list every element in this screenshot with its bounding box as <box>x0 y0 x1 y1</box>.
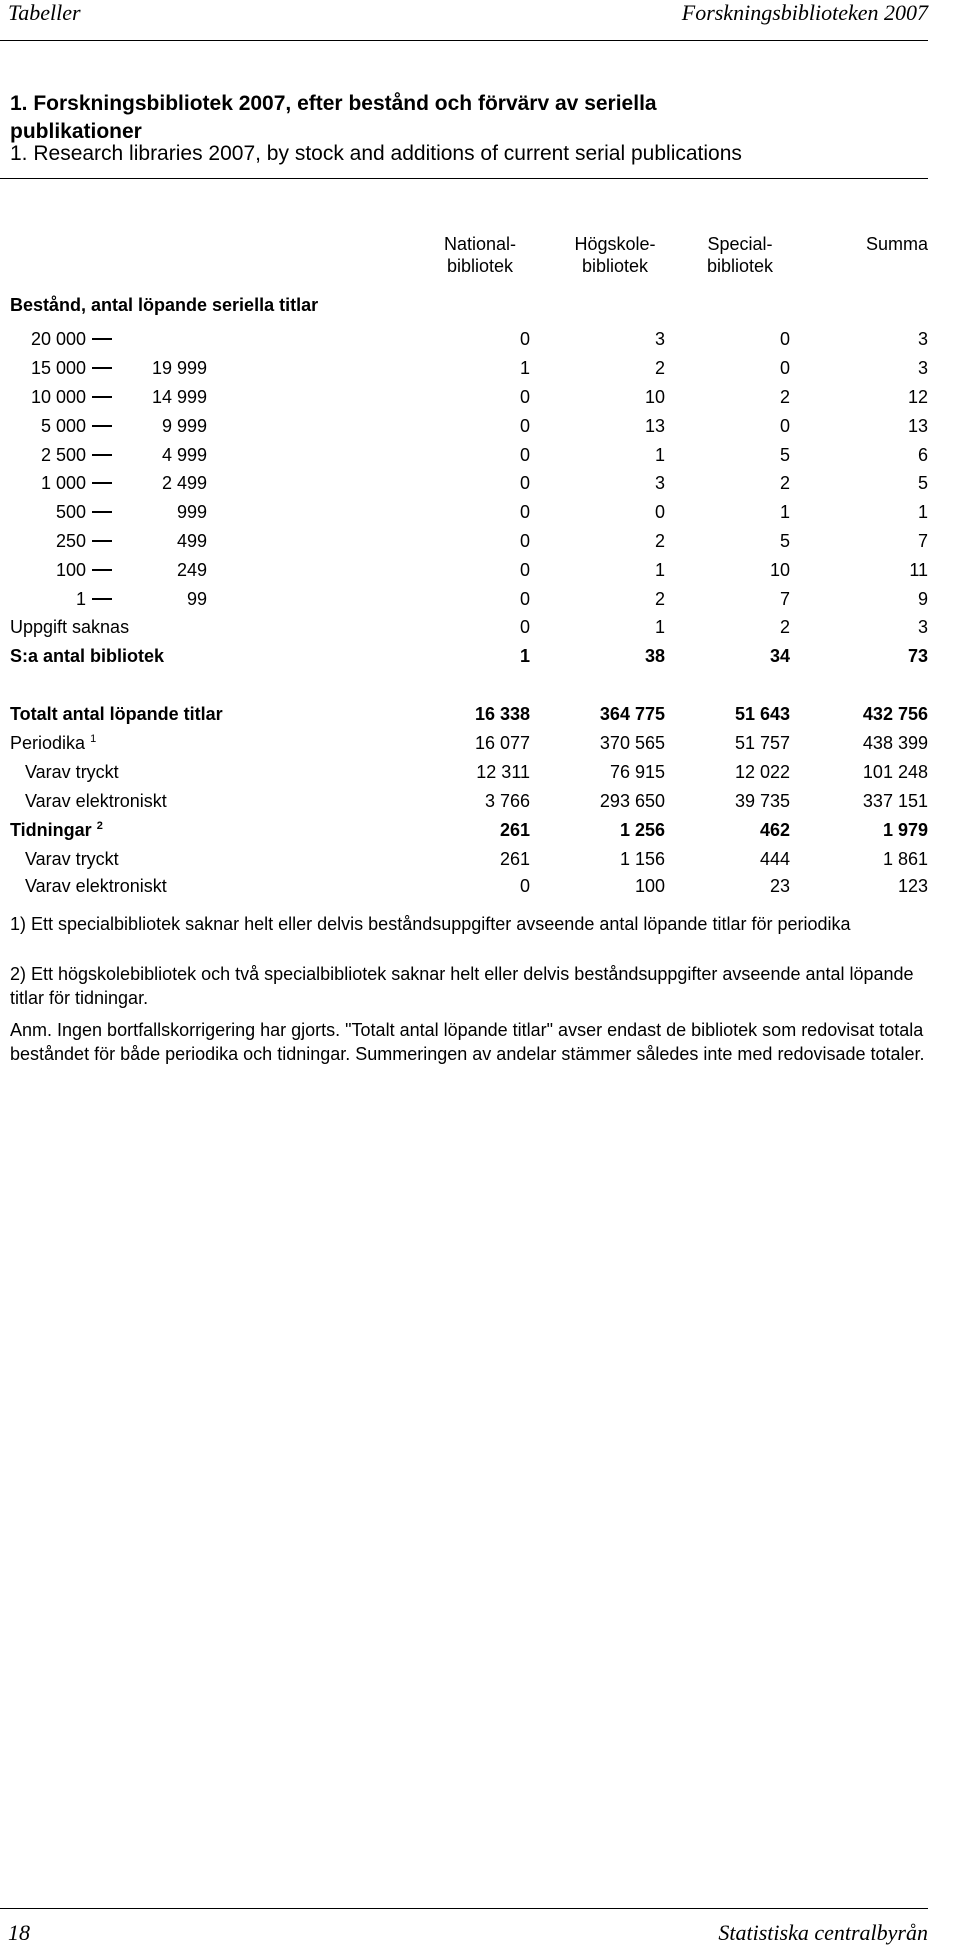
table-subtitle: 1. Research libraries 2007, by stock and additions of current serial publications <box>10 142 742 165</box>
range-to: 14 999 <box>151 387 207 407</box>
table-cell: 76 915 <box>609 762 665 782</box>
table-row <box>0 471 928 495</box>
table-cell: 13 <box>907 416 928 436</box>
table-cell: 38 <box>644 646 665 666</box>
table-cell: 0 <box>519 617 530 637</box>
table-cell: 101 248 <box>862 762 928 782</box>
range-to: 999 <box>176 502 207 522</box>
table-cell: 438 399 <box>862 733 928 753</box>
table-row <box>0 443 928 467</box>
column-header <box>808 233 928 255</box>
table-cell: 2 <box>654 358 665 378</box>
table-cell: 261 <box>499 849 530 869</box>
column-header-line2: bibliotek <box>446 256 514 276</box>
range-dash <box>92 367 112 369</box>
table-cell: 0 <box>519 445 530 465</box>
footer-rule <box>0 1908 928 1909</box>
table-cell: 0 <box>519 560 530 580</box>
table-cell: 3 <box>917 329 928 349</box>
range-dash <box>92 425 112 427</box>
table-cell: 39 735 <box>734 791 790 811</box>
table-cell: 364 775 <box>599 704 665 724</box>
column-header-line2: bibliotek <box>581 256 649 276</box>
table-row <box>0 789 928 813</box>
table-cell: 444 <box>759 849 790 869</box>
table-cell: 51 643 <box>734 704 790 724</box>
table-cell: 0 <box>519 531 530 551</box>
column-header <box>680 233 800 277</box>
table-cell: 1 256 <box>619 820 665 840</box>
table-title-cont: publikationer <box>10 120 142 143</box>
table-cell: 7 <box>917 531 928 551</box>
table-cell: 0 <box>779 416 790 436</box>
table-cell: 2 <box>654 531 665 551</box>
publisher: Statistiska centralbyrån <box>718 1920 928 1945</box>
table-cell: 1 <box>519 358 530 378</box>
range-to: 2 499 <box>161 473 207 493</box>
table-cell: 0 <box>519 416 530 436</box>
row-label: Varav tryckt <box>25 849 119 869</box>
table-title: 1. Forskningsbibliotek 2007, efter bestånd och förvärv av seriella <box>10 92 657 115</box>
range-dash <box>92 540 112 542</box>
table-cell: 1 <box>917 502 928 522</box>
table-cell: 293 650 <box>599 791 665 811</box>
range-from: 500 <box>55 502 86 522</box>
table-row <box>0 385 928 409</box>
table-cell: 9 <box>917 589 928 609</box>
row-label: Totalt antal löpande titlar <box>10 704 223 724</box>
table-cell: 11 <box>909 560 928 580</box>
range-from: 10 000 <box>30 387 86 407</box>
range-from: 1 <box>75 589 86 609</box>
table-cell: 3 <box>917 617 928 637</box>
range-from: 1 000 <box>40 473 86 493</box>
range-from: 250 <box>55 531 86 551</box>
range-from: 20 000 <box>30 329 86 349</box>
table-cell: 123 <box>897 876 928 896</box>
table-cell: 2 <box>779 617 790 637</box>
row-label: Varav elektroniskt <box>25 876 167 896</box>
table-cell: 5 <box>779 445 790 465</box>
table-cell: 2 <box>654 589 665 609</box>
range-from: 100 <box>55 560 86 580</box>
range-dash <box>92 396 112 398</box>
table-row <box>0 615 928 639</box>
header-right: Forskningsbiblioteken 2007 <box>681 0 928 25</box>
range-from: 2 500 <box>40 445 86 465</box>
table-cell: 100 <box>634 876 665 896</box>
row-label: Periodika $^1$ <box>10 733 97 753</box>
table-cell: 0 <box>654 502 665 522</box>
table-cell: 1 <box>779 502 790 522</box>
table-row <box>0 327 928 351</box>
table-cell: 0 <box>519 387 530 407</box>
table-cell: 5 <box>779 531 790 551</box>
table-cell: 0 <box>779 329 790 349</box>
footnote: 1) Ett specialbibliotek saknar helt eller delvis beståndsuppgifter avseende antal löpande titlar för periodika <box>10 914 851 934</box>
row-label: Varav tryckt <box>25 762 119 782</box>
table-cell: 3 <box>654 473 665 493</box>
range-to: 99 <box>186 589 207 609</box>
table-cell: 16 338 <box>474 704 530 724</box>
range-dash <box>92 482 112 484</box>
table-row <box>0 874 928 898</box>
table-cell: 1 <box>519 646 530 666</box>
column-header <box>555 233 675 277</box>
page-number: 18 <box>8 1920 30 1945</box>
table-top-rule <box>0 178 928 179</box>
table-row <box>0 500 928 524</box>
table-cell: 261 <box>499 820 530 840</box>
table-cell: 1 <box>654 445 665 465</box>
section-label: Bestånd, antal löpande seriella titlar <box>10 295 319 315</box>
header-rule <box>0 40 928 41</box>
table-cell: 2 <box>779 473 790 493</box>
table-cell: 12 <box>907 387 928 407</box>
table-cell: 51 757 <box>734 733 790 753</box>
table-row <box>0 702 928 726</box>
table-cell: 432 756 <box>862 704 928 724</box>
table-row <box>0 760 928 784</box>
table-row <box>0 644 928 668</box>
table-cell: 12 311 <box>476 762 530 782</box>
range-from: 5 000 <box>40 416 86 436</box>
range-to: 249 <box>176 560 207 580</box>
table-row <box>0 587 928 611</box>
range-to: 499 <box>176 531 207 551</box>
table-cell: 0 <box>519 329 530 349</box>
range-to: 9 999 <box>161 416 207 436</box>
table-cell: 12 022 <box>734 762 790 782</box>
column-header-line2: bibliotek <box>706 256 774 276</box>
row-label: Varav elektroniskt <box>25 791 167 811</box>
range-from: 15 000 <box>30 358 86 378</box>
table-cell: 0 <box>779 358 790 378</box>
table-cell: 0 <box>519 589 530 609</box>
footnote-ref: 2 <box>96 820 103 832</box>
table-cell: 7 <box>779 589 790 609</box>
column-header-line1: Högskole- <box>574 234 656 254</box>
table-row <box>0 356 928 380</box>
footnote-ref: 1 <box>90 733 97 745</box>
table-cell: 1 <box>654 560 665 580</box>
table-cell: 5 <box>917 473 928 493</box>
table-cell: 3 <box>917 358 928 378</box>
table-cell: 370 565 <box>599 733 665 753</box>
table-row <box>0 847 928 871</box>
column-header-line1: Summa <box>865 234 928 254</box>
table-cell: 10 <box>769 560 790 580</box>
table-cell: 16 077 <box>474 733 530 753</box>
table-row <box>0 529 928 553</box>
table-cell: 23 <box>769 876 790 896</box>
table-row <box>0 731 928 755</box>
table-cell: 2 <box>779 387 790 407</box>
table-cell: 0 <box>519 473 530 493</box>
footnote: Anm. Ingen bortfallskorrigering har gjorts. "Totalt antal löpande titlar" avser endast de bibliotek som redovisat totala beståndet för både periodika och tidningar. Summeringen av andelar stämmer således inte med redovisade totaler. <box>10 1020 925 1064</box>
range-dash <box>92 454 112 456</box>
row-label: S:a antal bibliotek <box>10 646 165 666</box>
range-dash <box>92 598 112 600</box>
table-cell: 1 979 <box>882 820 928 840</box>
row-label: Uppgift saknas <box>10 617 130 637</box>
table-row <box>0 558 928 582</box>
column-header <box>420 233 540 277</box>
table-cell: 13 <box>644 416 665 436</box>
range-to: 19 999 <box>151 358 207 378</box>
range-dash <box>92 511 112 513</box>
row-label: Tidningar $^2$ <box>10 820 103 840</box>
table-cell: 3 <box>654 329 665 349</box>
table-cell: 462 <box>759 820 790 840</box>
table-cell: 34 <box>769 646 790 666</box>
table-cell: 0 <box>519 876 530 896</box>
table-cell: 10 <box>644 387 665 407</box>
column-header-line1: Special- <box>707 234 773 254</box>
table-cell: 73 <box>907 646 928 666</box>
header-left: Tabeller <box>8 0 81 25</box>
table-cell: 1 861 <box>882 849 928 869</box>
table-cell: 337 151 <box>862 791 928 811</box>
table-cell: 6 <box>917 445 928 465</box>
range-to: 4 999 <box>161 445 207 465</box>
footnote: 2) Ett högskolebibliotek och två specialbibliotek saknar helt eller delvis beståndsuppgifter avseende antal löpande titlar för tidningar. <box>10 964 914 1008</box>
column-header-line1: National- <box>443 234 517 254</box>
range-dash <box>92 569 112 571</box>
table-cell: 1 <box>654 617 665 637</box>
table-cell: 0 <box>519 502 530 522</box>
table-row <box>0 414 928 438</box>
range-dash <box>92 338 112 340</box>
table-row <box>0 818 928 842</box>
table-cell: 1 156 <box>619 849 665 869</box>
table-cell: 3 766 <box>484 791 530 811</box>
